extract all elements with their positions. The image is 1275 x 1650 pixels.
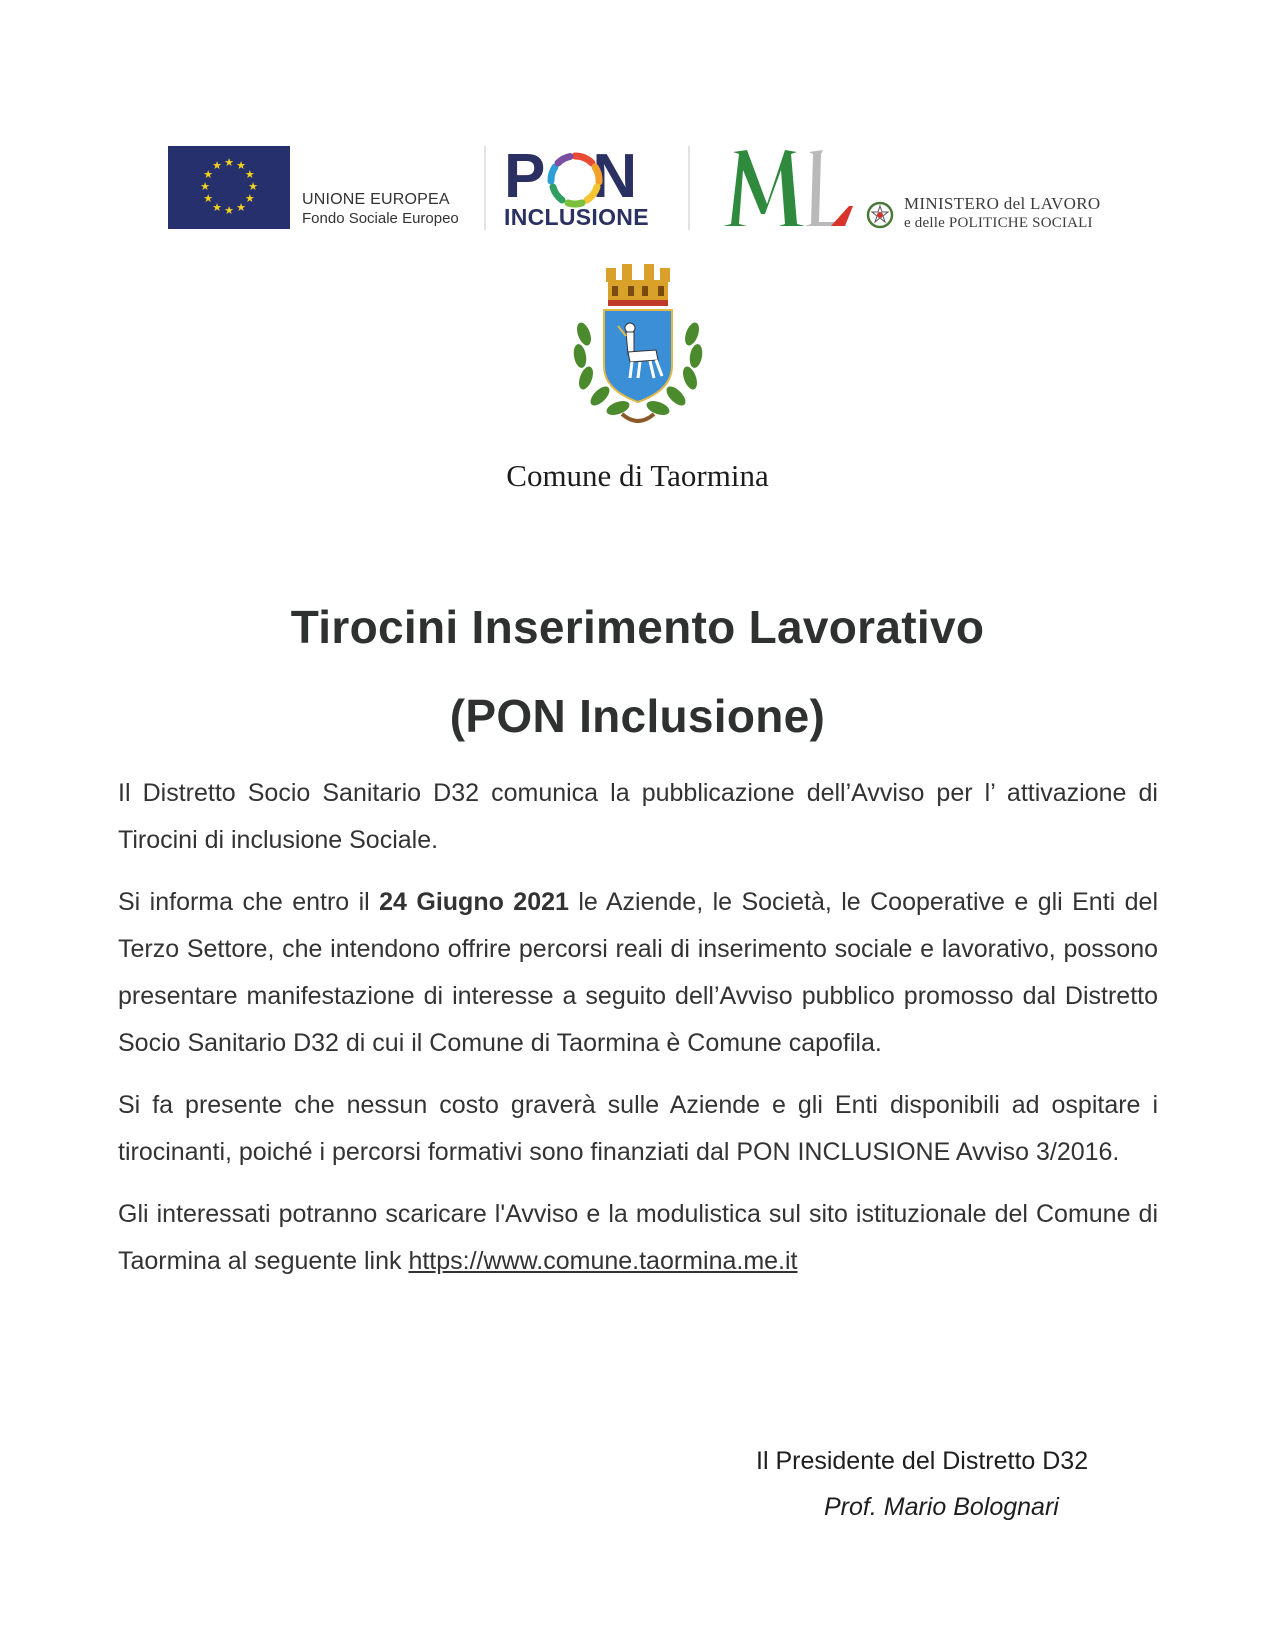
- eu-stars-icon: [168, 146, 290, 229]
- paragraph-2: [118, 879, 1158, 1067]
- italian-republic-emblem-icon: [866, 200, 894, 230]
- logo-divider: [688, 146, 690, 230]
- ministero-line1: MINISTERO del LAVORO: [904, 194, 1101, 213]
- svg-text:★: ★: [200, 180, 210, 193]
- signature-role: Il Presidente del Distretto D32: [756, 1447, 1089, 1475]
- logo-divider: [484, 146, 486, 230]
- signature-name: Prof. Mario Bolognari: [824, 1493, 1059, 1521]
- eu-flag-logo: [168, 146, 290, 229]
- paragraph-2-text: le Aziende, le Società, le Cooperative e gli Enti del Terzo Settore, che intendono offrire percorsi reali di inserimento sociale e lavorativo, possono presentare manifestazione di interesse a seguito dell’Avviso pubblico promosso dal Distretto Socio Sanitario D32 di cui il Comune di Taormina è Comune capofila.: [118, 888, 1159, 1057]
- document-title: Tirocini Inserimento Lavorativo: [290, 601, 985, 653]
- svg-text:★: ★: [248, 180, 258, 193]
- svg-text:★: ★: [224, 156, 234, 169]
- logo-bar: [168, 142, 1110, 232]
- paragraph-4: [118, 1191, 1158, 1285]
- ministero-caption: [904, 194, 1100, 232]
- taormina-coat-of-arms-icon: [570, 262, 706, 430]
- paragraph-2-intro: Si informa che entro il: [118, 888, 380, 916]
- svg-text:★: ★: [203, 192, 214, 205]
- ministero-ml-logo: [713, 144, 863, 234]
- document-subtitle: (PON Inclusione): [449, 690, 826, 742]
- pon-inclusione-logo: [504, 144, 674, 234]
- svg-text:★: ★: [236, 159, 246, 173]
- eu-line1: UNIONE EUROPEA: [302, 191, 450, 208]
- eu-line2: Fondo Sociale Europeo: [302, 210, 459, 227]
- paragraph-3: Si fa presente che nessun costo graverà sulle Aziende e gli Enti disponibili ad ospitare i tirocinanti, poiché i percorsi formativi sono finanziati dal PON INCLUSIONE Avviso 3/2016.: [118, 1091, 1158, 1166]
- svg-text:★: ★: [236, 200, 246, 214]
- pon-word: P N: [504, 142, 639, 211]
- deadline-date: 24 Giugno 2021: [379, 888, 569, 916]
- pon-ring-icon: [547, 152, 603, 208]
- paragraph-1: Il Distretto Socio Sanitario D32 comunica la pubblicazione dell’Avviso per l’ attivazione di Tirocini di inclusione Sociale.: [118, 779, 1158, 854]
- comune-website-link[interactable]: https://www.comune.taormina.me.it: [408, 1247, 798, 1275]
- svg-text:★: ★: [203, 168, 214, 181]
- paragraph-4-text: Gli interessati potranno scaricare l'Avviso e la modulistica sul sito istituzionale del Comune di Taormina al seguente link: [118, 1200, 1158, 1275]
- svg-text:★: ★: [224, 204, 234, 217]
- pon-subtitle: INCLUSIONE: [504, 204, 649, 230]
- svg-text:★: ★: [212, 200, 222, 214]
- eu-caption: [302, 190, 459, 229]
- comune-name: Comune di Taormina: [506, 458, 769, 493]
- document-body: [118, 770, 1158, 1300]
- crown-icon: [606, 264, 670, 306]
- svg-text:★: ★: [212, 159, 222, 173]
- svg-text:★: ★: [244, 192, 255, 205]
- svg-text:★: ★: [244, 168, 255, 181]
- ministero-line2: e delle POLITICHE SOCIALI: [904, 215, 1093, 231]
